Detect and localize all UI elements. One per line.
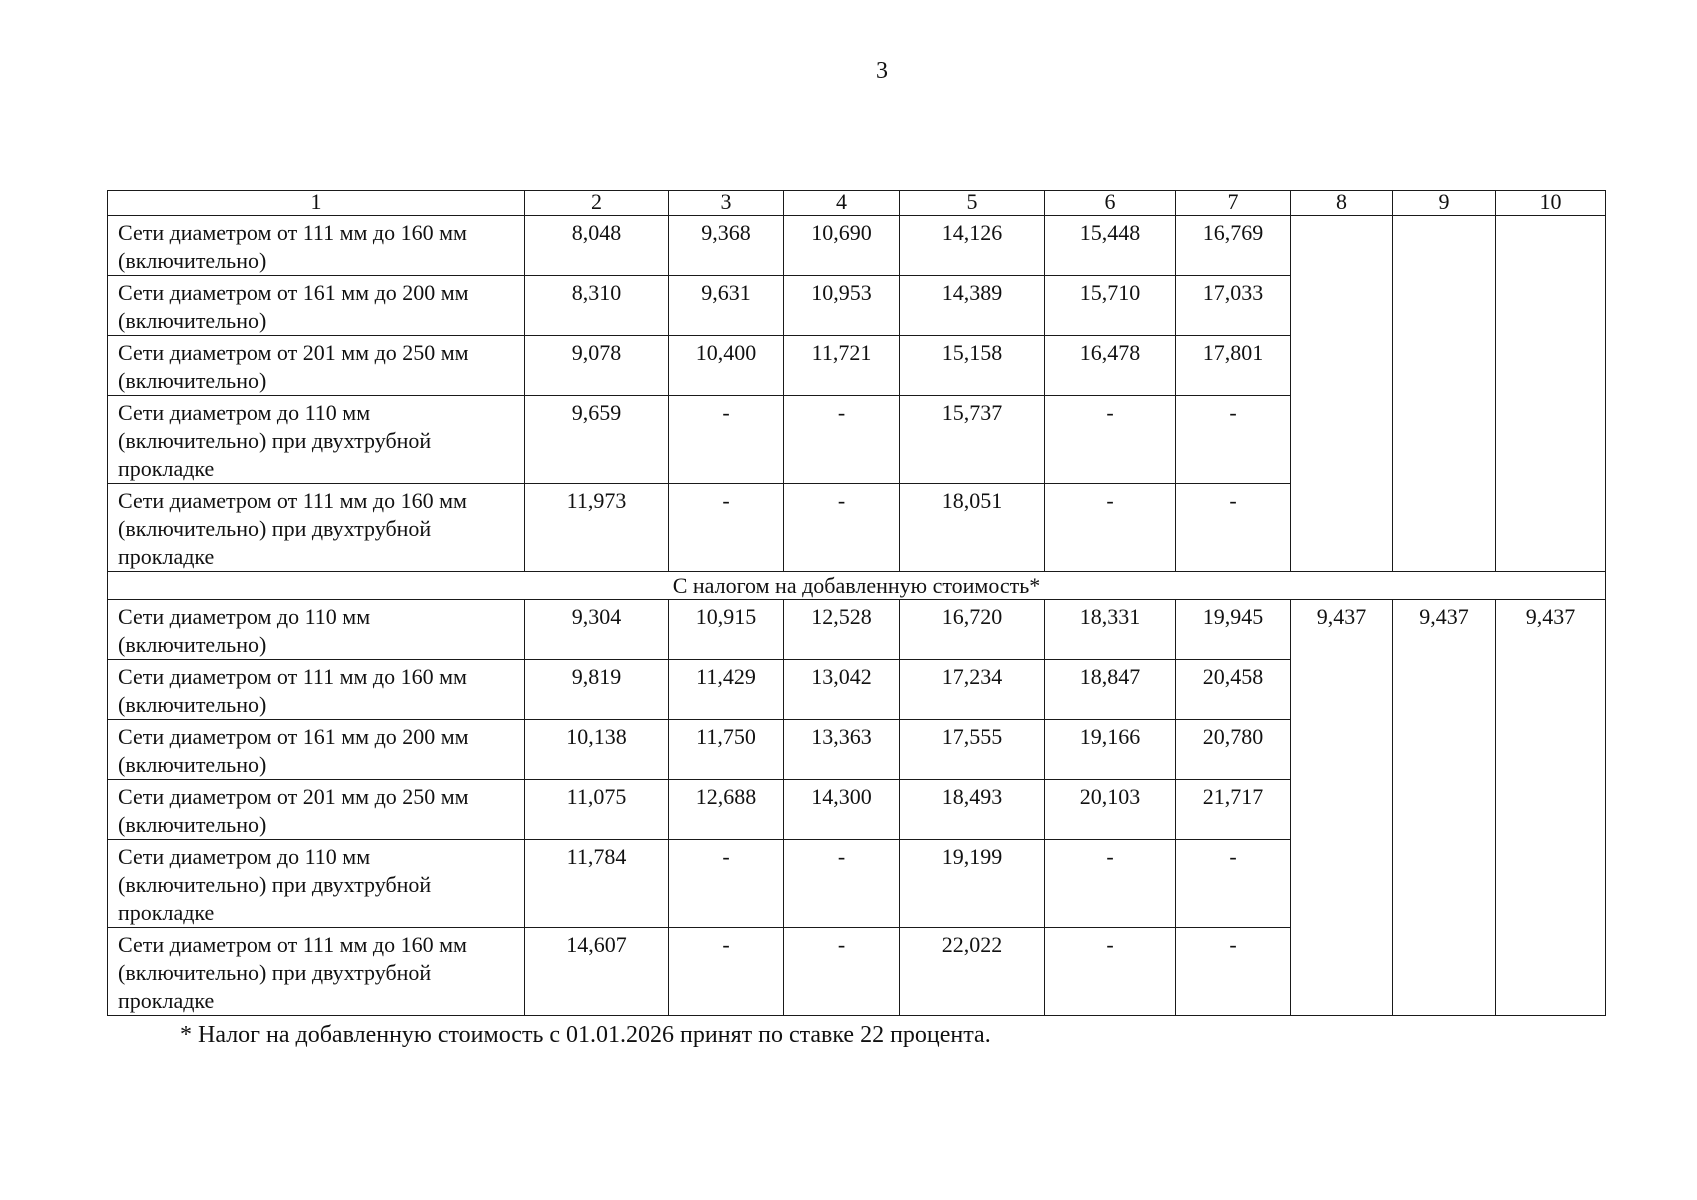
table-cell: -	[1176, 928, 1291, 1016]
empty-cell	[1291, 216, 1393, 572]
table-cell: 19,945	[1176, 600, 1291, 660]
header-cell: 10	[1496, 191, 1606, 216]
header-cell: 6	[1045, 191, 1176, 216]
table-cell: 9,659	[525, 396, 669, 484]
header-cell: 5	[900, 191, 1045, 216]
table-cell: 15,158	[900, 336, 1045, 396]
table-cell: -	[1176, 484, 1291, 572]
table-cell: 16,720	[900, 600, 1045, 660]
table-cell: 11,075	[525, 780, 669, 840]
table-cell: 16,769	[1176, 216, 1291, 276]
table-cell: -	[784, 396, 900, 484]
table-cell: -	[1045, 840, 1176, 928]
table-cell: 18,493	[900, 780, 1045, 840]
table-cell: -	[784, 484, 900, 572]
row-name: Сети диаметром до 110 мм (включительно)	[108, 600, 525, 660]
page-number: 3	[876, 58, 888, 84]
table-cell: -	[784, 840, 900, 928]
table-cell: 17,234	[900, 660, 1045, 720]
table-cell: 19,199	[900, 840, 1045, 928]
table-cell: 17,033	[1176, 276, 1291, 336]
table-cell: 11,750	[669, 720, 784, 780]
table-cell: 16,478	[1045, 336, 1176, 396]
section-header-row	[108, 572, 1606, 600]
table-cell: 18,331	[1045, 600, 1176, 660]
table-cell: 15,737	[900, 396, 1045, 484]
table-row	[108, 216, 1606, 276]
row-name: Сети диаметром до 110 мм (включительно) при двухтрубной прокладке	[108, 396, 525, 484]
tariff-table	[107, 190, 1606, 1016]
table-cell: 20,103	[1045, 780, 1176, 840]
table-cell: -	[1045, 484, 1176, 572]
table-cell: 20,458	[1176, 660, 1291, 720]
table-cell: 13,363	[784, 720, 900, 780]
table-cell: 8,048	[525, 216, 669, 276]
row-name: Сети диаметром от 161 мм до 200 мм (включительно)	[108, 720, 525, 780]
header-cell: 4	[784, 191, 900, 216]
table-cell: 9,304	[525, 600, 669, 660]
table-cell: 8,310	[525, 276, 669, 336]
table-cell: 12,688	[669, 780, 784, 840]
table-cell: 18,051	[900, 484, 1045, 572]
row-name: Сети диаметром от 201 мм до 250 мм (включительно)	[108, 336, 525, 396]
row-name: Сети диаметром до 110 мм (включительно) при двухтрубной прокладке	[108, 840, 525, 928]
table-cell: 15,710	[1045, 276, 1176, 336]
header-cell: 2	[525, 191, 669, 216]
table-cell: 10,690	[784, 216, 900, 276]
table-cell: -	[669, 396, 784, 484]
table-cell: -	[1045, 928, 1176, 1016]
table-cell: -	[669, 928, 784, 1016]
table-cell: -	[1176, 396, 1291, 484]
table-cell: 20,780	[1176, 720, 1291, 780]
row-name: Сети диаметром от 111 мм до 160 мм (включительно) при двухтрубной прокладке	[108, 928, 525, 1016]
table-cell: 9,368	[669, 216, 784, 276]
table-cell: 9,631	[669, 276, 784, 336]
table-cell: 13,042	[784, 660, 900, 720]
merged-cell: 9,437	[1393, 600, 1496, 1016]
table-cell: 9,078	[525, 336, 669, 396]
table-cell: 9,819	[525, 660, 669, 720]
table-cell: 17,801	[1176, 336, 1291, 396]
table-cell: 12,528	[784, 600, 900, 660]
table-row	[108, 600, 1606, 660]
row-name: Сети диаметром от 111 мм до 160 мм (включительно)	[108, 216, 525, 276]
table-cell: 14,300	[784, 780, 900, 840]
table-header-row	[108, 191, 1606, 216]
header-cell: 8	[1291, 191, 1393, 216]
table-cell: 10,400	[669, 336, 784, 396]
table-cell: 15,448	[1045, 216, 1176, 276]
footnote: * Налог на добавленную стоимость с 01.01.2026 принят по ставке 22 процента.	[180, 1022, 991, 1048]
merged-cell: 9,437	[1496, 600, 1606, 1016]
table-cell: -	[1045, 396, 1176, 484]
row-name: Сети диаметром от 111 мм до 160 мм (включительно) при двухтрубной прокладке	[108, 484, 525, 572]
table-cell: -	[669, 484, 784, 572]
header-cell: 7	[1176, 191, 1291, 216]
table-cell: 14,607	[525, 928, 669, 1016]
table-cell: 11,973	[525, 484, 669, 572]
table-cell: 22,022	[900, 928, 1045, 1016]
table-cell: 19,166	[1045, 720, 1176, 780]
table-cell: 18,847	[1045, 660, 1176, 720]
table-cell: 17,555	[900, 720, 1045, 780]
table-cell: 10,953	[784, 276, 900, 336]
empty-cell	[1393, 216, 1496, 572]
table-cell: 21,717	[1176, 780, 1291, 840]
header-cell: 1	[108, 191, 525, 216]
row-name: Сети диаметром от 111 мм до 160 мм (включительно)	[108, 660, 525, 720]
table-cell: 10,915	[669, 600, 784, 660]
table-cell: -	[784, 928, 900, 1016]
section-title: С налогом на добавленную стоимость*	[108, 572, 1606, 600]
table-cell: -	[669, 840, 784, 928]
table-cell: 14,126	[900, 216, 1045, 276]
row-name: Сети диаметром от 201 мм до 250 мм (включительно)	[108, 780, 525, 840]
table-cell: 11,429	[669, 660, 784, 720]
row-name: Сети диаметром от 161 мм до 200 мм (включительно)	[108, 276, 525, 336]
empty-cell	[1496, 216, 1606, 572]
merged-cell: 9,437	[1291, 600, 1393, 1016]
header-cell: 9	[1393, 191, 1496, 216]
header-cell: 3	[669, 191, 784, 216]
table-cell: 14,389	[900, 276, 1045, 336]
table-cell: 11,784	[525, 840, 669, 928]
table-cell: 11,721	[784, 336, 900, 396]
table-cell: -	[1176, 840, 1291, 928]
table-cell: 10,138	[525, 720, 669, 780]
